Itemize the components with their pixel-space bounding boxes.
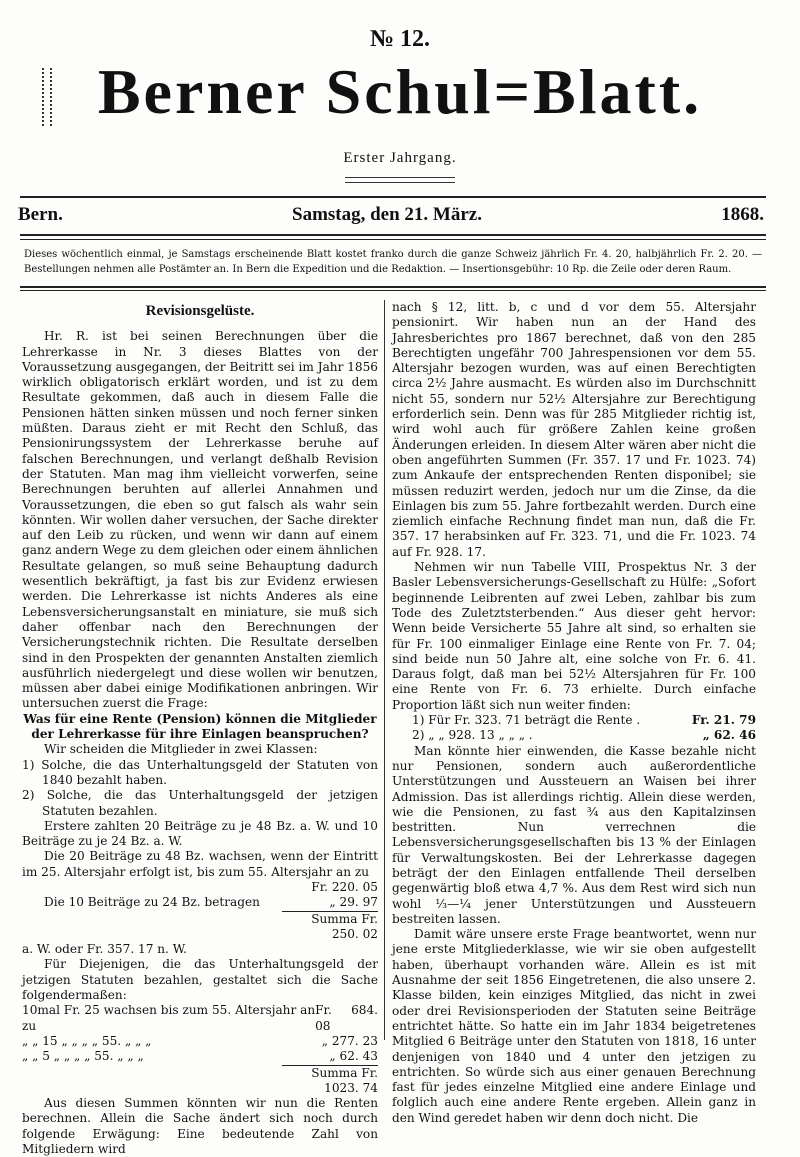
calc-value: „ 62. 43 (329, 1049, 378, 1064)
calc-sum-label: Summa (311, 911, 358, 926)
column-divider (384, 300, 385, 1040)
calc-block-2 (22, 1003, 378, 1096)
divider (20, 290, 766, 291)
article-title: Revisionsgelüste. (145, 303, 255, 319)
list-item: 2) Solche, die das Unterhaltungsgeld der jetzigen Statuten bezahlen. (22, 788, 378, 818)
paragraph: Nehmen wir nun Tabelle VIII, Prospektus Nr. 3 der Basler Lebensversicherungs-Gesellschaft zu Hülfe: „Sofort beginnende Leibrenten auf zwei Leben, zahlbar bis zum Tode des Zuletztsterbenden.“ Aus dieser geht hervor: Wenn beide Versicherte 55 Jahre alt sind, so erhalten sie für Fr. 100 einmaliger Einlage eine Rente von Fr. 7. 04; sind beide nun 50 Jahre alt, eine solche von Fr. 6. 41. Daraus folgt, daß man bei 52½ Altersjahren für Fr. 100 eine Rente von Fr. 6. 73 erhielte. Durch einfache Proportion läßt sich nun weiter finden: (392, 560, 756, 712)
paragraph: Hr. R. ist bei seinen Berechnungen über die Lehrerkasse in Nr. 3 dieses Blattes von der Voraussetzung ausgegangen, der Beitritt sei im Jahr 1856 wirklich obligatorisch erklärt worden, und ist zu dem Resultate gekommen, daß auch in diesem Falle die Pensionen hätten sinken müssen und noch ferner sinken müßten. Daraus zieht er mit Recht den Schluß, das Pensionirungssystem der Lehrerkasse beruhe auf falschen Berechnungen, und verlangt deßhalb Revision der Statuten. Man mag ihm vielleicht vorwerfen, seine Berechnungen beruhten auf allerlei Annahmen und Voraussetzungen, die eben so gut falsch als wahr sein könnten. Wir wollen daher versuchen, der Sache direkter auf den Leib zu rücken, und wenn wir dann auf einem ganz andern Wege zu dem gleichen oder einem ähnlichen Resultate gelangen, so muß seine Behauptung dadurch wesentlich bekräftigt, ja fast bis zur Evidenz erwiesen werden. Die Lehrerkasse ist nichts Anderes als eine Lebensversicherungsanstalt en miniature, sie muß sich daher offenbar nach den Berechnungen der Versicherungstechnik richten. Die Resultate derselben sind in den Prospekten der genannten Anstalten ziemlich ausführlich niedergelegt und diese wollen wir benutzen, müssen aber dabei einige Modifikationen anbringen. Wir untersuchen zuerst die Frage: (22, 329, 378, 711)
volume-label: Erster Jahrgang. (343, 150, 457, 166)
paragraph: Die 20 Beiträge zu 48 Bz. wachsen, wenn der Eintritt im 25. Altersjahr erfolgt ist, bis zum 55. Altersjahr an zu (22, 849, 378, 879)
left-column (22, 300, 378, 1157)
paragraph: nach § 12, litt. b, c und d vor dem 55. Altersjahr pensionirt. Wir haben nun an der Hand des Jahresberichtes pro 1867 berechnet, daß von den 285 Berechtigten ungefähr 700 Jahrespensionen vor dem 55. Altersjahr bezogen wurden, was auf einen Berechtigten circa 2½ Jahre ausmacht. Es würden also im Durchschnitt nicht 55, sondern nur 52½ Altersjahre zur Berechtigung erforderlich sein. Denn was für 285 Mitglieder richtig ist, wird wohl auch für größere Zahlen keine großen Änderungen erleiden. In diesem Alter wären aber nicht die oben angeführten Summen (Fr. 357. 17 und Fr. 1023. 74) zum Ankaufe der entsprechenden Renten disponibel; sie müssen reduzirt werden, jedoch nur um die Zinse, da die Einlagen bis zum 55. Jahre fortbezahlt werden. Durch eine ziemlich einfache Rechnung findet man nun, daß die Fr. 357. 17 herabsinken auf Fr. 323. 71, und die Fr. 1023. 74 auf Fr. 928. 17. (392, 300, 756, 559)
paragraph: Erstere zahlten 20 Beiträge zu je 48 Bz. a. W. und 10 Beiträge zu je 24 Bz. a. W. (22, 818, 378, 849)
calc-sum-value: Fr. 250. 02 (331, 911, 378, 941)
calc-row (22, 895, 378, 910)
calc-row (22, 1034, 378, 1049)
newspaper-title: Berner Schul=Blatt. (97, 56, 703, 127)
paragraph: Für Diejenigen, die das Unterhaltungsgeld der jetzigen Statuten bezahlen, gestaltet sich die Sache folgendermaßen: (22, 957, 378, 1003)
calc-label: 10mal Fr. 25 wachsen bis zum 55. Altersjahr an zu (22, 1003, 316, 1033)
dateline-date: Samstag, den 21. März. (292, 204, 482, 225)
paragraph: Damit wäre unsere erste Frage beantwortet, wenn nur jene erste Mitgliederklasse, wie wir sie oben aufgestellt haben, überhaupt vorhanden wäre. Allein es ist mit Ausnahme der seit 1856 Eingetretenen, die also unsere 2. Klasse bilden, kein einziges Mitglied, das nicht in zwei oder drei Revisionsperioden der Statuten seine Beiträge entrichtet hätte. So hatte ein im Jahr 1834 beigetretenes Mitglied 6 Beiträge unter den Statuten von 1818, 16 unter denjenigen von 1840 und 4 unter den jetzigen zu entrichten. So würde sich aus einer genauen Berechnung fast für jedes einzelne Mitglied eine andere Einlage und folglich auch eine andere Rente ergeben. Allein ganz in den Wind geredet haben wir denn doch nicht. Die (392, 927, 756, 1125)
paragraph: Man könnte hier einwenden, die Kasse bezahle nicht nur Pensionen, sondern auch außerordentliche Unterstützungen und Aussteuern an Waisen bei ihrer Admission. Das ist allerdings richtig. Allein diese werden, wie die Pensionen, zu fast ¾ aus den Kapitalzinsen bestritten. Nun verrechnen die Lebensversicherungsgesellschaften bis 13 % der Einlagen für Verwaltungskosten. Bei der Lehrerkasse dagegen beträgt der den Einlagen entfallende Theil derselben gegenwärtig bloß etwa 4,7 %. Aus dem Rest wird sich nun wohl ⅓—¼ jener Unterstützungen und Aussteuern bestreiten lassen. (392, 743, 756, 926)
dateline (18, 204, 764, 226)
calc-row (22, 1003, 378, 1034)
question-heading: Was für eine Rente (Pension) können die Mitglieder der Lehrerkasse für ihre Einlagen beanspruchen? (23, 711, 377, 742)
paragraph: a. W. oder Fr. 357. 17 n. W. (22, 942, 187, 957)
divider (20, 234, 766, 236)
dateline-year: 1868. (721, 204, 764, 225)
subscription-notice: Dieses wöchentlich einmal, je Samstags erscheinende Blatt kostet franko durch die ganze Schweiz jährlich Fr. 4. 20, halbjährlich Fr. 2. 20. — Bestellungen nehmen alle Postämter an. In Bern die Expedition und die Redaktion. — Insertionsgebühr: 10 Rp. die Zeile oder deren Raum. (24, 249, 762, 275)
rent-label: 2) „ „ 928. 13 „ „ „ . (412, 728, 533, 743)
calc-label: „ „ 15 „ „ „ „ 55. „ „ „ (22, 1033, 152, 1048)
decorative-rule (345, 177, 455, 183)
rent-label: 1) Für Fr. 323. 71 beträgt die Rente . (412, 713, 641, 728)
calc-label: „ „ 5 „ „ „ „ 55. „ „ „ (22, 1049, 144, 1064)
calc-value: Fr. 684. 08 (315, 1003, 378, 1033)
calc-row (22, 1049, 378, 1064)
divider (20, 286, 766, 288)
divider (20, 196, 766, 198)
calc-value: „ 29. 97 (329, 895, 378, 910)
calc-sum-value: Fr. 1023. 74 (324, 1065, 378, 1095)
right-column (392, 300, 756, 1126)
list-item: 1) Solche, die das Unterhaltungsgeld der Statuten von 1840 bezahlt haben. (22, 757, 378, 787)
issue-number: № 12. (369, 26, 431, 52)
calc-sum-rule (282, 911, 378, 943)
calc-block-1 (22, 880, 378, 942)
divider (20, 239, 766, 240)
rent-row (392, 728, 756, 743)
calc-value: „ 277. 23 (321, 1033, 378, 1048)
paragraph: Aus diesen Summen könnten wir nun die Renten berechnen. Allein die Sache ändert sich noch durch folgende Erwägung: Eine bedeutende Zahl von Mitgliedern wird (22, 1096, 378, 1157)
rent-value: „ 62. 46 (702, 728, 756, 743)
dateline-place: Bern. (18, 204, 63, 225)
rent-row (392, 713, 756, 728)
calc-sum-label: Summa (311, 1065, 358, 1080)
calc-value: Fr. 220. 05 (311, 879, 378, 894)
rent-value: Fr. 21. 79 (691, 713, 756, 728)
calc-sum-rule (282, 1065, 378, 1097)
calc-label: Die 10 Beiträge zu 24 Bz. betragen (44, 895, 260, 910)
paragraph: Wir scheiden die Mitglieder in zwei Klassen: (44, 742, 318, 757)
